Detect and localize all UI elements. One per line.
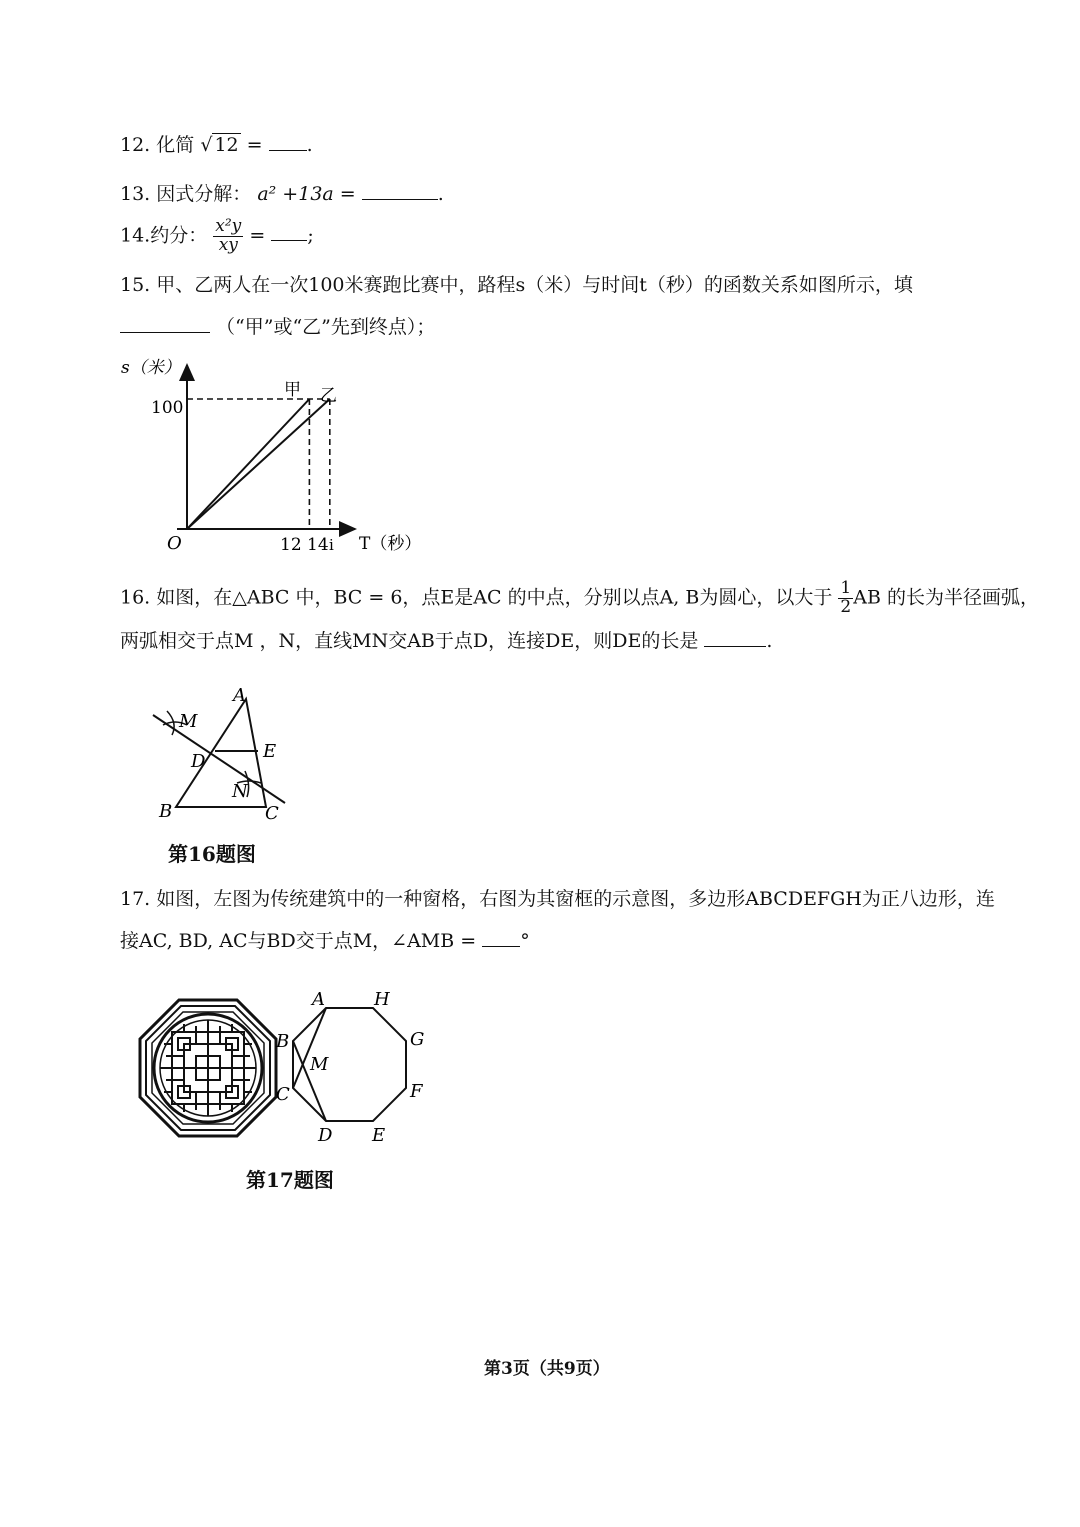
point-label-a: A (312, 989, 325, 1010)
radicand: 12 (214, 134, 239, 156)
question-text: 约分： (150, 224, 208, 247)
question-number: 12. (120, 134, 151, 156)
point-label-a: A (233, 685, 246, 706)
point-label-d: D (191, 751, 206, 772)
fraction-denominator: 2 (840, 596, 852, 617)
point-label-b: B (159, 801, 173, 822)
stray-mark: i (329, 536, 334, 554)
series-label-yi: 乙 (320, 386, 337, 406)
point-label-c: C (276, 1084, 290, 1105)
fraction (213, 218, 243, 255)
question-number: 13. (120, 183, 151, 205)
point-label-b: B (276, 1031, 290, 1052)
series-label-jia: 甲 (284, 380, 301, 400)
point-label-e: E (372, 1125, 386, 1146)
x-tick-12: 12 (280, 535, 302, 555)
question-17-text: 接AC, BD, AC与BD交于点M，∠AMB = (120, 930, 477, 952)
fraction-numerator: x²y (215, 216, 242, 236)
triangle-figure (145, 685, 325, 835)
answer-blank (120, 318, 210, 333)
point-label-m: M (310, 1054, 329, 1075)
point-label-n: N (232, 781, 248, 802)
sqrt-expression: √ 12 (200, 134, 239, 156)
fraction-denominator: xy (218, 234, 238, 255)
question-15-hint: （“甲”或“乙”先到终点）； (216, 316, 436, 338)
degree-mark: ° (520, 930, 530, 952)
question-16-line-2 (120, 630, 772, 653)
page-number: 第3页（共9页） (484, 1359, 610, 1379)
answer-blank (482, 932, 520, 947)
question-16-text-a: 16. 如图，在△ABC 中，BC = 6，点E是AC 的中点，分别以点A, B为圆心，以大于 (120, 586, 833, 609)
figure-17-caption: 第17题图 (246, 1168, 334, 1192)
y-axis-label: s（米） (121, 358, 181, 378)
y-tick-100: 100 (151, 398, 184, 418)
equals-sign: = (246, 134, 263, 156)
answer-blank (704, 632, 766, 647)
diagonal-bd (293, 1041, 326, 1121)
question-number: 14. (120, 224, 151, 247)
end-mark: . (306, 134, 313, 156)
point-label-m: M (179, 711, 198, 732)
point-label-c: C (265, 803, 279, 824)
octagon-figure (272, 985, 432, 1145)
point-label-e: E (263, 741, 277, 762)
question-17-line-2 (120, 930, 530, 953)
point-label-f: F (410, 1081, 423, 1102)
answer-blank (269, 136, 307, 151)
question-13 (120, 183, 444, 206)
diagonal-ac (293, 1008, 326, 1088)
answer-blank (362, 185, 438, 200)
x-tick-14: 14 (307, 535, 329, 555)
point-label-d: D (318, 1125, 333, 1146)
question-text: 因式分解： (156, 183, 252, 205)
point-label-h: H (374, 989, 390, 1010)
half-fraction (838, 580, 853, 617)
figure-16-caption: 第16题图 (168, 842, 256, 866)
question-17-line-1: 17. 如图，左图为传统建筑中的一种窗格，右图为其窗框的示意图，多边形ABCDEFGH为正八边形，连 (120, 888, 995, 910)
origin-label: O (167, 533, 182, 554)
window-lattice-figure (138, 998, 278, 1138)
x-axis-label: T（秒） (359, 534, 422, 554)
answer-blank (271, 226, 307, 241)
question-16-text-b: AB 的长为半径画弧， (853, 586, 1039, 609)
fraction-numerator: 1 (840, 578, 852, 598)
question-text: 化简 (156, 134, 195, 156)
question-16-line-1 (120, 580, 1039, 617)
question-12 (120, 133, 313, 157)
math-expression: a² +13a = (257, 183, 356, 205)
equals-sign: = (249, 224, 266, 247)
race-graph (115, 355, 422, 555)
question-15-line-1: 15. 甲、乙两人在一次100米赛跑比赛中，路程s（米）与时间t（秒）的函数关系如图所示，填 (120, 274, 913, 296)
end-mark: ; (307, 224, 314, 247)
point-label-g: G (410, 1029, 425, 1050)
series-line-2 (187, 399, 330, 529)
series-line-1 (187, 399, 309, 529)
end-mark: . (766, 630, 773, 652)
question-16-text-c: 两弧相交于点M ，N，直线MN交AB于点D，连接DE，则DE的长是 (120, 630, 699, 652)
end-mark: . (437, 183, 444, 205)
question-15-line-2 (120, 316, 435, 339)
question-14 (120, 218, 314, 255)
